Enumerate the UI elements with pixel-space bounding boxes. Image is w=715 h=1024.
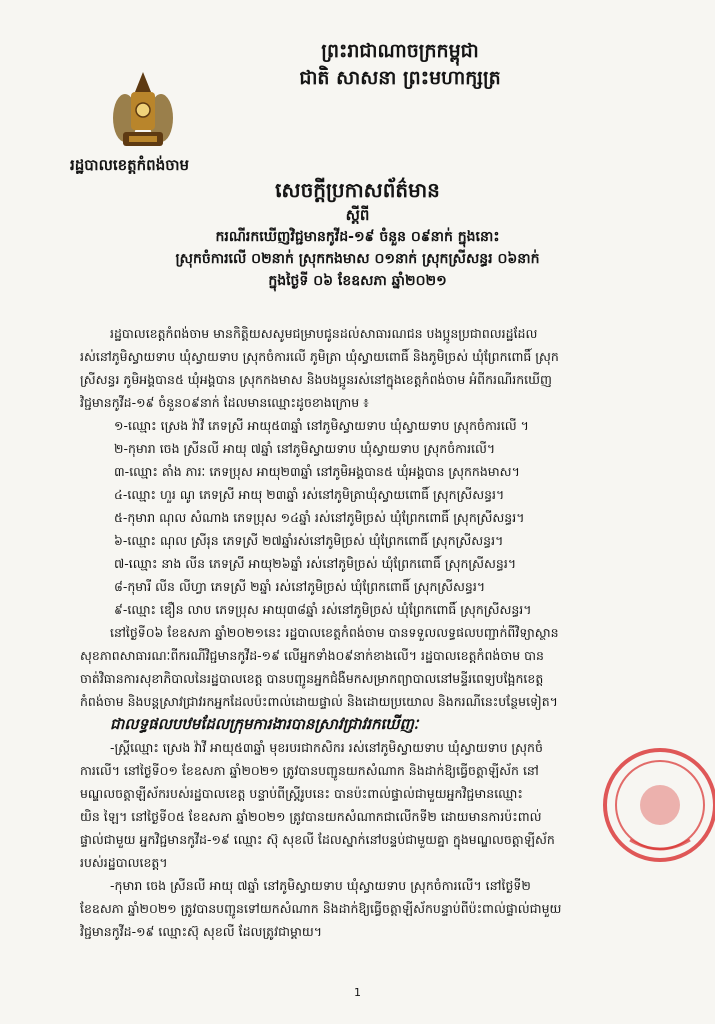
case-item: ៥-កុមារា ណុល សំណាង ភេទប្រុស ១៤ឆ្នាំ រស់នៅភូមិច្រស់ ឃុំព្រែកពោធិ៍ ស្រុកស្រីសន្ធរ។: [114, 510, 525, 525]
finding-line: ខែឧសភា ឆ្នាំ២០២១ ត្រូវបានបញ្ជូនទៅយកសំណាក និងដាក់ឱ្យធ្វើចត្តាឡីស័កបន្ទាប់ពីប៉ះពាល់ផ្ទាល់ជាមួយ: [80, 901, 562, 916]
finding-line: ការលើ។ នៅថ្ងៃទី០១ ខែឧសភា ឆ្នាំ២០២១ ត្រូវបានបញ្ជូនយកសំណាក និងដាក់ឱ្យធ្វើចត្តាឡីស័ក នៅ: [80, 763, 539, 778]
finding-line: វិជ្ជមានកូវីដ-១៩ ឈ្មោះស៊ុ សុខលី ដែលត្រូវជាម្តាយ។: [80, 924, 323, 939]
finding-line: យិន ឡៃ។ នៅថ្ងៃទី០៥ ខែឧសភា ឆ្នាំ២០២១ ត្រូវបានយកសំណាកជាលើកទី២ ដោយមានការប៉ះពាល់: [80, 809, 542, 824]
document-title-block: [0, 176, 715, 292]
finding-line: -ស្ត្រីឈ្មោះ ស្រេង វ៉ាវី អាយុ៥៣ឆ្នាំ មុខរបរជាកសិករ រស់នៅភូមិស្វាយទាប ឃុំស្វាយទាប ស្រុកចំ: [110, 740, 543, 755]
subject-line: ក្នុងថ្ងៃទី ០៦ ខែឧសភា ឆ្នាំ២០២១: [268, 273, 447, 289]
issuing-authority: រដ្ឋបាលខេត្តកំពង់ចាម: [70, 156, 190, 174]
subject-line: ស្រុកចំការលើ ០២នាក់ ស្រុកកងមាស ០១នាក់ ស្រុកស្រីសន្ធរ ០៦នាក់: [175, 251, 540, 267]
case-item: ៨-កុមារី លីន លីហ្វា ភេទស្រី ២ឆ្នាំ រស់នៅភូមិច្រស់ ឃុំព្រែកពោធិ៍ ស្រុកស្រីសន្ធរ។: [114, 579, 486, 594]
finding-line: -កុមារា ចេង ស្រីនលី អាយុ ៧ឆ្នាំ នៅភូមិស្វាយទាប ឃុំស្វាយទាប ស្រុកចំការលើ។ នៅថ្ងៃទី២: [110, 878, 531, 893]
followup-line: នៅថ្ងៃទី០៦ ខែឧសភា ឆ្នាំ២០២១នេះ រដ្ឋបាលខេត្តកំពង់ចាម បានទទួលលទ្ធផលបញ្ជាក់ពីវិទ្យាស្ថាន: [110, 625, 559, 640]
followup-line: សុខភាពសាធារណៈពីករណីវិជ្ជមានកូវីដ-១៩ លើអ្នកទាំង០៩នាក់ខាងលើ។ រដ្ឋបាលខេត្តកំពង់ចាម បាន: [80, 648, 544, 663]
case-item: ៧-ឈ្មោះ នាង លីន ភេទស្រី អាយុ២៦ឆ្នាំ រស់នៅភូមិច្រស់ ឃុំព្រែកពោធិ៍ ស្រុកស្រីសន្ធរ។: [114, 556, 517, 571]
followup-line: កំពង់ចាម និងបន្តស្រាវជ្រាវរកអ្នកដែលប៉ះពាល់ដោយផ្ទាល់ និងដោយប្រយោល និងករណីនេះបន្ថែមទៀត។: [80, 694, 558, 709]
intro-line: រស់នៅភូមិស្វាយទាប ឃុំស្វាយទាប ស្រុកចំការលើ ភូមិត្រា ឃុំស្វាយពោធិ៍ និងភូមិច្រស់ ឃុំព្រែកពោធិ៍ ស្រុក: [80, 349, 559, 364]
regarding-label: ស្តីពី: [345, 206, 370, 224]
kingdom-header: [255, 38, 545, 92]
case-item: ៦-ឈ្មោះ ណុល ស្រីរុន ភេទស្រី ២៧ឆ្នាំរស់នៅភូមិច្រស់ ឃុំព្រែកពោធិ៍ ស្រុកស្រីសន្ធរ។: [114, 533, 504, 548]
intro-line: រដ្ឋបាលខេត្តកំពង់ចាម មានកិត្តិយសសូមជម្រាបជូនដល់សាធារណជន បងប្អូនប្រជាពលរដ្ឋដែល: [110, 326, 538, 341]
national-motto: ជាតិ សាសនា ព្រះមហាក្សត្រ: [299, 67, 501, 89]
finding-line: មណ្ឌលចត្តាឡីស័ករបស់រដ្ឋបាលខេត្ត បន្ទាប់ពីស្ត្រីរូបនេះ បានប៉ះពាល់ផ្ទាល់ជាមួយអ្នកវិជ្ជមានឈ្មោះ: [80, 786, 523, 801]
finding-line: ផ្ទាល់ជាមួយ អ្នកវិជ្ជមានកូវីដ-១៩ ឈ្មោះ ស៊ុ សុខលី ដែលស្នាក់នៅបន្ទប់ជាមួយគ្នា ក្នុងមណ្ឌលចត្តាឡីស័ក: [80, 832, 555, 847]
case-item: ១-ឈ្មោះ ស្រេង វ៉ាវី ភេទស្រី អាយុ៥៣ឆ្នាំ នៅភូមិស្វាយទាប ឃុំស្វាយទាប ស្រុកចំការលើ ។: [114, 418, 529, 433]
intro-line: វិជ្ជមានកូវីដ-១៩ ចំនួន០៩នាក់ ដែលមានឈ្មោះដូចខាងក្រោម ៖: [80, 395, 369, 410]
followup-line: ចាត់វិធានការសុខាភិបាលនៃរដ្ឋបាលខេត្ត បានបញ្ជូនអ្នកជំងឺមកសម្រាកព្យាបាលនៅមន្ទីរពេទ្យបង្អែកខេត្ត: [80, 671, 544, 686]
page-number: 1: [354, 986, 361, 999]
case-item: ២-កុមារា ចេង ស្រីនលី អាយុ ៧ឆ្នាំ នៅភូមិស្វាយទាប ឃុំស្វាយទាប ស្រុកចំការលើ។: [114, 441, 496, 456]
official-seal-stamp-icon: [590, 740, 715, 870]
case-item: ៤-ឈ្មោះ ហួរ ណូ ភេទស្រី អាយុ ២៣ឆ្នាំ រស់នៅភូមិត្រាឃុំស្វាយពោធិ៍ ស្រុកស្រីសន្ធរ។: [114, 487, 505, 502]
royal-emblem-icon: [105, 70, 181, 154]
document-title: សេចក្តីប្រកាសព័ត៌មាន: [275, 178, 440, 202]
case-item: ៣-ឈ្មោះ តាំង ភារៈ ភេទប្រុស អាយុ២៣ឆ្នាំ នៅភូមិអង្គបាន៥ ឃុំអង្គបាន ស្រុកកងមាស។: [114, 464, 520, 479]
case-item: ៩-ឈ្មោះ ឌឿន លាប ភេទប្រុស អាយុ៣៨ឆ្នាំ រស់នៅភូមិច្រស់ ឃុំព្រែកពោធិ៍ ស្រុកស្រីសន្ធរ។: [114, 602, 532, 617]
findings-heading: ជាលទ្ធផលបឋមដែលក្រុមការងារបានស្រាវជ្រាវរកឃើញៈ: [110, 715, 419, 733]
subject-line: ករណីរកឃើញវិជ្ជមានកូវីដ-១៩ ចំនួន ០៩នាក់ ក្នុងនោះ: [215, 229, 500, 245]
intro-line: ស្រីសន្ធរ ភូមិអង្គបាន៥ ឃុំអង្គបាន ស្រុកកងមាស និងបងប្អូនរស់នៅក្នុងខេត្តកំពង់ចាម អំពីករណីរកឃើញ: [80, 372, 552, 387]
kingdom-name: ព្រះរាជាណាចក្រកម្ពុជា: [321, 40, 479, 62]
finding-line: របស់រដ្ឋបាលខេត្ត។: [80, 855, 168, 870]
